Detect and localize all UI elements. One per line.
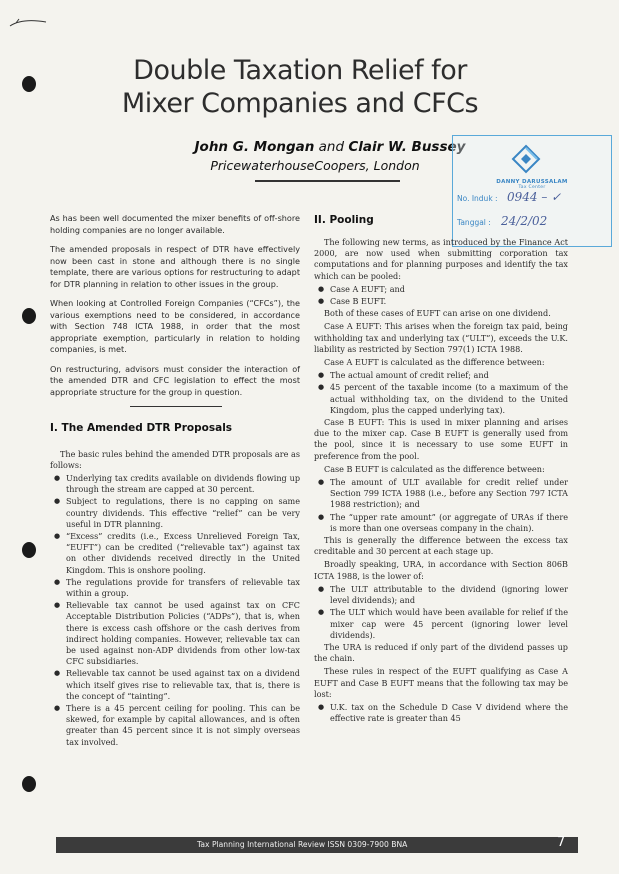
body-paragraph: The following new terms, as introduced by the Finance Act 2000, are now used when submitting corporation tax computations and for planning purposes and identify the tax which can be pooled: [314,237,568,281]
punch-hole [22,76,36,92]
list-item: ● U.K. tax on the Schedule D Case V dividend where the effective rate is greater than 45 [314,702,568,724]
body-paragraph: These rules in respect of the EUFT qualifying as Case A EUFT and Case B EUFT means that the following tax may be lost: [314,666,568,699]
list-item: ● The ULT which would have been available for relief if the mixer cap were 45 percent (ignoring lower level dividends). [314,607,568,641]
list-item: ● Case A EUFT; and [314,284,568,295]
list-item: ● Subject to regulations, there is no capping on same country dividends. This effective “relief” can be very useful in DTR planning. [50,496,300,530]
page-number: 7 [557,835,566,850]
body-paragraph: The basic rules behind the amended DTR proposals are as follows: [50,448,300,470]
stamp-no-label: No. Induk : [457,194,498,203]
list-item: ● There is a 45 percent ceiling for pooling. This can be skewed, for example by capital allowances, and is often greater than 45 percent since it is not simply overseas tax involved. [50,703,300,748]
intro-paragraph: When looking at Controlled Foreign Companies (“CFCs”), the various exemptions need to be considered, in accordance with Section 748 ICTA 1988, in order that the most appropriate exemption, particularly in relation to holding companies, is met. [50,298,300,354]
list-item: ● Case B EUFT. [314,296,568,307]
title-line: Double Taxation Relief for [133,55,467,86]
author-joiner: and [318,139,345,155]
punch-hole [22,776,36,792]
punch-hole [22,542,36,558]
stamp-logo-icon [511,144,541,174]
footer-text: Tax Planning International Review ISSN 0309-7900 BNA [197,840,408,849]
section-heading: II. Pooling [314,214,374,226]
title-line: Mixer Companies and CFCs [121,88,479,119]
intro-paragraph: On restructuring, advisors must consider the interaction of the amended DTR and CFC legislation to effect the most appropriate structure for the group in question. [50,363,300,397]
list-item: ● The amount of ULT available for credit relief under Section 799 ICTA 1988 (i.e., before any Section 797 ICTA 1988 restriction); and [314,477,568,511]
intro-paragraph: As has been well documented the mixer benefits of off-shore holding companies are no longer available. [50,213,300,235]
intro-divider [130,406,222,407]
body-paragraph: Broadly speaking, URA, in accordance with Section 806B ICTA 1988, is the lower of: [314,559,568,581]
list-item: ● Underlying tax credits available on dividends flowing up through the stream are capped at 30 percent. [50,473,300,495]
pen-mark [8,14,48,30]
list-item: ● The actual amount of credit relief; and [314,370,568,381]
bullet-list [50,473,300,748]
section2-body [314,237,568,724]
bullet-list [314,284,568,307]
list-item: ● The regulations provide for transfers of relievable tax within a group. [50,577,300,599]
list-item: ● Relievable tax cannot be used against tax on CFC Acceptable Distribution Policies (“ADPs”), that is, when there is excess cash offshore or the cash derives from indirect holding companies. However, relievable tax can be used against non-ADP dividends from other low-tax CFC subsidiaries. [50,600,300,667]
bullet-list [314,584,568,641]
list-item: ● The ULT attributable to the dividend (ignoring lower level dividends); and [314,584,568,606]
stamp-no-value: 0944 – ✓ [507,190,562,204]
stamp-date-value: 24/2/02 [501,214,548,228]
body-paragraph: Case A EUFT: This arises when the foreign tax paid, being withholding tax and underlying tax (“ULT”), exceeds the U.K. liability as restricted by Section 797(1) ICTA 1988. [314,321,568,354]
body-paragraph: Both of these cases of EUFT can arise on one dividend. [324,308,551,319]
right-column [314,214,568,725]
list-item: ● Relievable tax cannot be used against tax on a dividend which itself gives rise to relievable tax, that is, there is the concept of “tainting”. [50,668,300,702]
article-title [60,54,540,120]
header-divider [255,180,400,182]
bullet-list [314,370,568,416]
left-column [50,213,300,749]
bullet-list [314,477,568,534]
list-item: ● 45 percent of the taxable income (to a maximum of the actual withholding tax, on the dividend to the United Kingdom, plus the capped underlying tax). [314,382,568,416]
stamp-org [453,179,611,190]
list-item: ● The “upper rate amount” (or aggregate of URAs if there is more than one overseas company in the chain). [314,512,568,534]
body-paragraph: The URA is reduced if only part of the dividend passes up the chain. [314,641,568,664]
body-paragraph: This is generally the difference between the excess tax creditable and 30 percent at each stage up. [314,535,568,557]
stamp-org-name: DANNY DARUSSALAM [496,179,568,185]
body-paragraph: Case A EUFT is calculated as the difference between: [324,357,545,368]
stamp-org-sub: Tax Center [518,185,546,190]
affiliation: PricewaterhouseCoopers, London [210,158,420,173]
intro-paragraph: The amended proposals in respect of DTR have effectively now been cast in stone and although there is no single template, there are various options for restructuring to adapt for DTR planning in relation to other issues in the group. [50,244,300,289]
punch-hole [22,308,36,324]
body-paragraph: Case B EUFT: This is used in mixer planning and arises due to the mixer cap. Case B EUFT is generally used from the pool, since it is necessary to use some EUFT in preference from the pool. [314,417,568,461]
body-paragraph: Case B EUFT is calculated as the difference between: [324,463,545,474]
list-item: ● “Excess” credits (i.e., Excess Unrelieved Foreign Tax, “EUFT”) can be credited (“relievable tax”) against tax on other dividends received directly in the United Kingdom. This is onshore pooling. [50,531,300,576]
author-name: Clair W. Bussey [348,139,466,155]
bullet-list [314,702,568,724]
stamp-date-label: Tanggal : [457,218,491,227]
author-name: John G. Mongan [194,139,315,155]
section-heading: I. The Amended DTR Proposals [50,422,233,434]
section1-body [50,449,300,748]
